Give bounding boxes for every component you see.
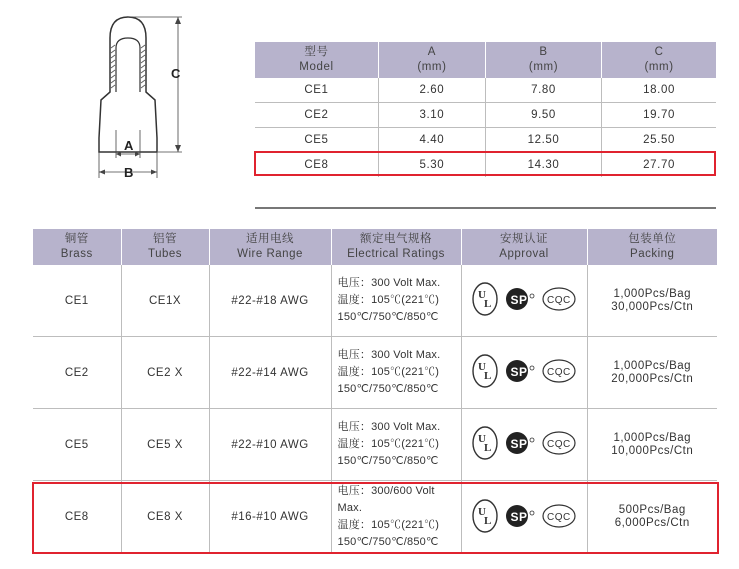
ul-icon	[471, 353, 499, 392]
rating-line: 150℃/750℃/850℃	[337, 455, 439, 467]
rating-line: 电压：300/600 Volt Max.	[337, 485, 435, 514]
model-cell: CE8	[304, 159, 329, 171]
wire-range-cell: #22-#18 AWG	[209, 265, 331, 337]
svg-text:L: L	[484, 514, 493, 527]
svg-text:SP: SP	[510, 437, 528, 451]
c-cell: 19.70	[602, 103, 716, 128]
wire-range-cell: #22-#14 AWG	[209, 337, 331, 409]
section-divider	[255, 207, 716, 209]
rating-line: 电压：300 Volt Max.	[337, 277, 441, 289]
approval-cell	[461, 265, 587, 337]
model-cell: CE5	[255, 128, 378, 153]
rating-line: 温度：105℃(221℃)	[337, 519, 440, 531]
packing-cell	[587, 337, 717, 409]
header-wire-range: 适用电线 Wire Range	[209, 229, 331, 265]
packing-line: 500Pcs/Bag	[618, 504, 686, 516]
svg-text:L: L	[484, 298, 493, 310]
tubes-cell: CE8 X	[121, 481, 209, 554]
header-tubes: 铝管 Tubes	[121, 229, 209, 265]
wire-range-cell: #22-#10 AWG	[209, 409, 331, 481]
connector-outline	[99, 17, 157, 152]
dim-label-a: A	[124, 138, 134, 153]
svg-text:L: L	[484, 442, 493, 454]
electrical-ratings-cell	[331, 409, 461, 481]
connector-drawing	[0, 0, 250, 200]
wire-range-cell: #16-#10 AWG	[209, 481, 331, 554]
model-cell: CE1	[255, 78, 378, 103]
svg-text:U: U	[478, 361, 487, 373]
b-cell: 14.30	[485, 153, 601, 178]
header-electrical-ratings: 额定电气规格 Electrical Ratings	[331, 229, 461, 265]
brass-cell: CE8	[64, 511, 89, 523]
svg-text:SP: SP	[510, 293, 528, 307]
a-cell: 3.10	[378, 103, 485, 128]
header-approval: 安规认证 Approval	[461, 229, 587, 265]
packing-line: 30,000Pcs/Ctn	[611, 300, 694, 313]
rating-line: 150℃/750℃/850℃	[337, 536, 439, 548]
b-cell: 12.50	[485, 128, 601, 153]
spec-row-highlight	[32, 482, 719, 554]
packing-cell	[587, 409, 717, 481]
brass-cell: CE5	[33, 409, 121, 481]
c-cell: 27.70	[602, 153, 716, 178]
approval-cell	[461, 337, 587, 409]
table-row	[33, 265, 717, 337]
table-row	[255, 78, 716, 103]
header-c: C (mm)	[602, 42, 716, 78]
rating-line: 温度：105℃(221℃)	[337, 294, 440, 306]
a-cell: 2.60	[378, 78, 485, 103]
approval-cell	[461, 409, 587, 481]
packing-line: 10,000Pcs/Ctn	[611, 444, 694, 457]
c-cell: 18.00	[602, 78, 716, 103]
tubes-cell: CE2 X	[121, 337, 209, 409]
packing-cell	[587, 265, 717, 337]
spec-table-header	[33, 229, 717, 265]
svg-text:U: U	[478, 289, 487, 301]
table-row	[255, 128, 716, 153]
connector-inner	[116, 38, 140, 92]
cqc-icon	[541, 430, 577, 459]
header-model: 型号 Model	[255, 42, 378, 78]
electrical-ratings-cell	[331, 337, 461, 409]
table-row	[33, 409, 717, 481]
ul-icon	[471, 281, 499, 320]
header-a: A (mm)	[378, 42, 485, 78]
packing-line: 6,000Pcs/Ctn	[614, 517, 690, 529]
b-cell: 9.50	[485, 103, 601, 128]
csa-icon	[503, 356, 537, 389]
rating-line: 150℃/750℃/850℃	[337, 383, 439, 395]
header-packing: 包装单位 Packing	[587, 229, 717, 265]
dim-label-b: B	[124, 165, 134, 180]
electrical-ratings-cell	[331, 265, 461, 337]
svg-text:CQC: CQC	[546, 367, 571, 378]
rating-line: 电压：300 Volt Max.	[337, 349, 441, 361]
svg-text:U: U	[478, 505, 487, 518]
svg-text:SP: SP	[510, 509, 528, 524]
dim-label-c: C	[171, 66, 181, 81]
header-brass: 铜管 Brass	[33, 229, 121, 265]
csa-icon	[503, 284, 537, 317]
packing-line: 1,000Pcs/Bag	[613, 431, 692, 444]
b-cell: 7.80	[485, 78, 601, 103]
dimension-row-highlight	[254, 151, 716, 176]
table-row	[255, 103, 716, 128]
svg-text:CQC: CQC	[546, 439, 571, 450]
rating-line: 温度：105℃(221℃)	[337, 366, 440, 378]
svg-text:CQC: CQC	[546, 511, 571, 523]
tubes-cell: CE5 X	[121, 409, 209, 481]
packing-line: 20,000Pcs/Ctn	[611, 372, 694, 385]
tubes-cell: CE1X	[121, 265, 209, 337]
ul-icon	[471, 425, 499, 464]
packing-line: 1,000Pcs/Bag	[613, 359, 692, 372]
svg-text:SP: SP	[510, 365, 528, 379]
svg-text:CQC: CQC	[546, 295, 571, 306]
a-cell: 4.40	[378, 128, 485, 153]
rating-line: 温度：105℃(221℃)	[337, 438, 440, 450]
dimension-table-header	[255, 42, 716, 78]
svg-text:L: L	[484, 370, 493, 382]
packing-line: 1,000Pcs/Bag	[613, 287, 692, 300]
header-b: B (mm)	[485, 42, 601, 78]
cqc-icon	[541, 286, 577, 315]
rating-line: 150℃/750℃/850℃	[337, 311, 439, 323]
c-cell: 25.50	[602, 128, 716, 153]
rating-line: 电压：300 Volt Max.	[337, 421, 441, 433]
a-cell: 5.30	[378, 153, 485, 178]
cqc-icon	[541, 358, 577, 387]
csa-icon	[503, 428, 537, 461]
brass-cell: CE2	[33, 337, 121, 409]
table-row	[33, 337, 717, 409]
model-cell: CE2	[255, 103, 378, 128]
brass-cell: CE1	[33, 265, 121, 337]
svg-text:U: U	[478, 433, 487, 445]
